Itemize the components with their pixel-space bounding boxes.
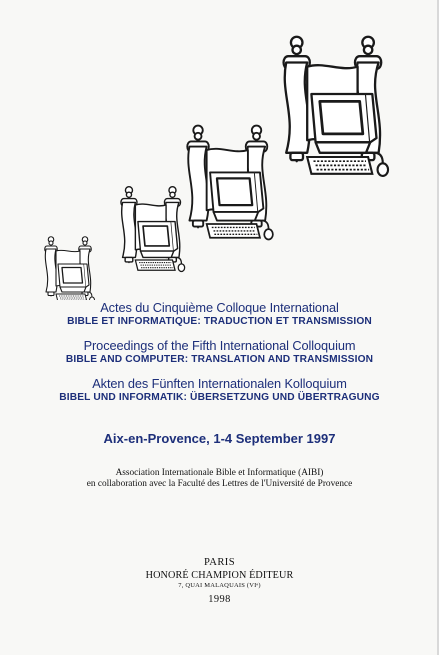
association-block: [0, 468, 439, 490]
publisher-block: [0, 556, 439, 607]
publisher-city: PARIS: [203, 557, 236, 568]
publication-year: 1998: [208, 594, 231, 605]
subtitle-english: BIBLE AND COMPUTER: TRANSLATION AND TRANSMISSION: [65, 354, 374, 365]
title-french: Actes du Cinquième Colloque International: [100, 300, 339, 315]
subtitle-german: BIBEL UND INFORMATIK: ÜBERSETZUNG UND ÜBERTRAGUNG: [59, 392, 380, 403]
association-line-2: en collaboration avec la Faculté des Lettres de l'Université de Provence: [86, 479, 353, 489]
publisher-name: HONORÉ CHAMPION ÉDITEUR: [145, 570, 294, 581]
scroll-computer-illustration: [0, 0, 439, 300]
title-german: Akten des Fünften Internationalen Kolloquium: [92, 376, 347, 391]
publisher-address: 7, QUAI MALAQUAIS (VIᵉ): [178, 582, 261, 589]
association-line-1: Association Internationale Bible et Informatique (AIBI): [115, 468, 324, 478]
conference-location-date: Aix-en-Provence, 1-4 September 1997: [103, 431, 336, 446]
title-block: [0, 300, 439, 414]
subtitle-french: BIBLE ET INFORMATIQUE: TRADUCTION ET TRANSMISSION: [67, 316, 372, 327]
title-english: Proceedings of the Fifth International Colloquium: [83, 338, 356, 353]
